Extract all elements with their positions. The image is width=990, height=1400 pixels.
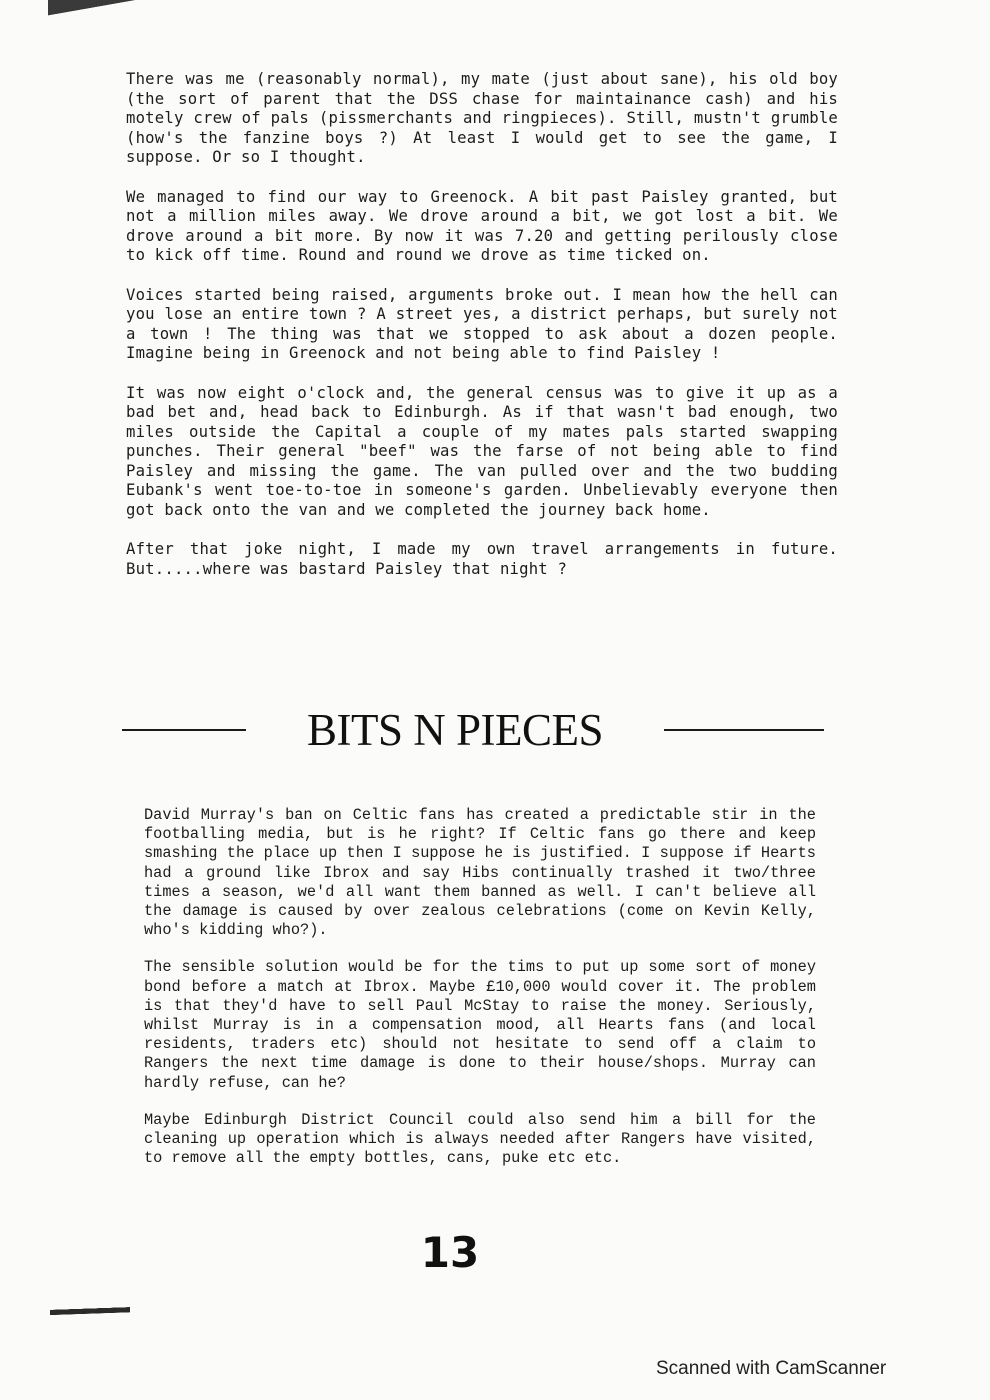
heading-rule-left (122, 729, 246, 731)
page-number: 13 (420, 1228, 480, 1277)
article-paragraph: We managed to find our way to Greenock. A bit past Paisley granted, but not a million miles away. We drove around a bit, we got lost a bit. We drove around a bit more. By now it was 7.20 and getting perilously close to kick off time. Round and round we drove as time ticked on. (126, 187, 838, 264)
section-paragraph: The sensible solution would be for the tims to put up some sort of money bond before a match at Ibrox. Maybe £10,000 would cover it. The problem is that they'd have to sell Paul McStay to raise the money. Seriously, whilst Murray is in a compensation mood, all Hearts fans (and local residents, traders etc) should not hesitate to send off a claim to Rangers the next time damage is done to their house/shops. Murray can hardly refuse, can he? (144, 958, 816, 1092)
article-paragraph: It was now eight o'clock and, the general census was to give it up as a bad bet and, head back to Edinburgh. As if that wasn't bad enough, two miles outside the Capital a couple of my mates pals started swapping punches. Their general "beef" was the farse of not being able to find Paisley and missing the game. The van pulled over and the two budding Eubank's went toe-to-toe in someone's garden. Unbelievably everyone then got back onto the van and we completed the journey back home. (126, 383, 838, 519)
section-paragraph: David Murray's ban on Celtic fans has created a predictable stir in the footballing media, but is he right? If Celtic fans go there and keep smashing the place up then I suppose he is justified. I suppose if Hearts had a ground like Ibrox and say Hibs continually trashed it two/three times a season, we'd all want them banned as well. I can't believe all the damage is caused by over zealous celebrations (come on Kevin Kelly, who's kidding who?). (144, 806, 816, 940)
article-body (126, 70, 838, 599)
article-paragraph: Voices started being raised, arguments broke out. I mean how the hell can you lose an entire town ? A street yes, a district perhaps, but surely not a town ! The thing was that we stopped to ask about a dozen people. Imagine being in Greenock and not being able to find Paisley ! (126, 285, 838, 362)
section-paragraph: Maybe Edinburgh District Council could also send him a bill for the cleaning up operation which is always needed after Rangers have visited, to remove all the empty bottles, cans, puke etc etc. (144, 1110, 816, 1168)
bits-n-pieces-body (144, 806, 816, 1186)
scanner-watermark: Scanned with CamScanner (656, 1358, 887, 1379)
article-paragraph: After that joke night, I made my own travel arrangements in future. But.....where was bastard Paisley that night ? (126, 540, 838, 578)
heading-rule-right (664, 729, 824, 731)
section-heading-row (122, 700, 824, 760)
section-heading: BITS N PIECES (306, 705, 604, 755)
article-paragraph: There was me (reasonably normal), my mate (just about sane), his old boy (the sort of parent that the DSS chase for maintainance cash) and his motely crew of pals (pissmerchants and ringpieces). Still, mustn't grumble (how's the fanzine boys ?) At least I would get to see the game, I suppose. Or so I thought. (126, 70, 838, 166)
scan-edge-shadow (48, 0, 138, 18)
scan-edge-mark (50, 1306, 130, 1316)
